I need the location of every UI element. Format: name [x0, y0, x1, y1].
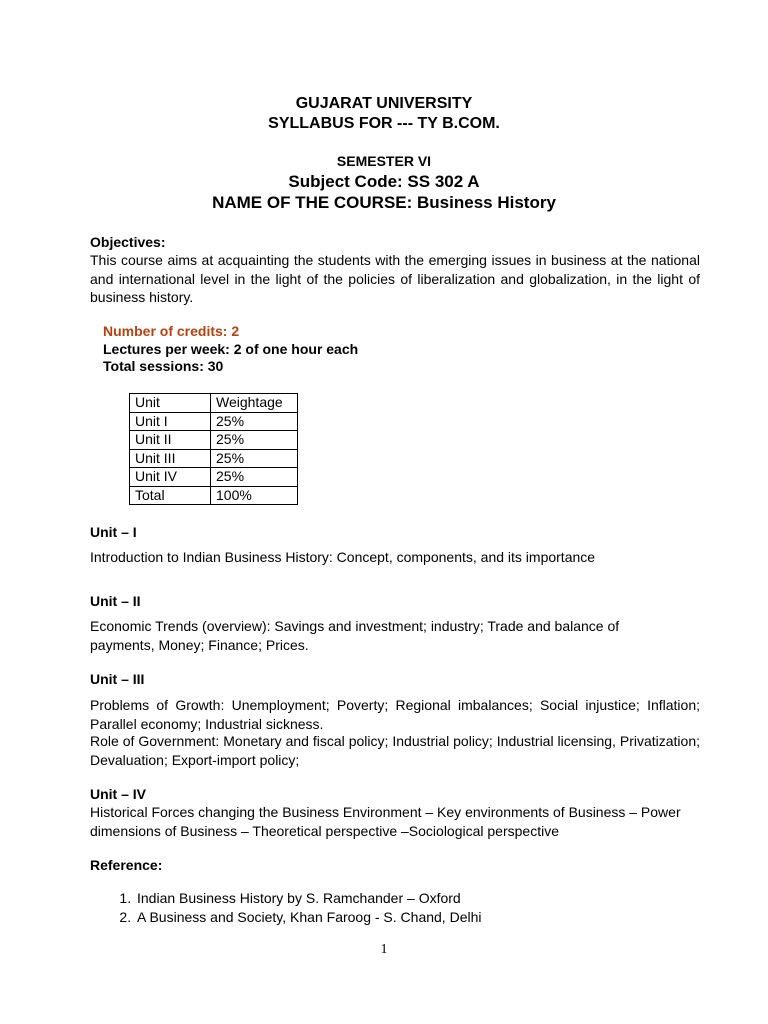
table-row	[130, 468, 298, 487]
table-row	[130, 486, 298, 505]
objectives-heading: Objectives:	[90, 234, 166, 250]
unit-3-text-1: Problems of Growth: Unemployment; Poverty; Regional imbalances; Social injustice; Inflation; Parallel economy; Industrial sickness.	[90, 697, 700, 732]
table-cell: Unit II	[130, 431, 211, 450]
semester-label: SEMESTER VI	[336, 153, 432, 169]
unit-1-heading: Unit – I	[90, 524, 137, 540]
page-number: 1	[380, 942, 388, 957]
unit-2-heading: Unit – II	[90, 593, 141, 609]
table-cell: Unit I	[130, 412, 211, 431]
credits-line: Number of credits: 2	[103, 323, 240, 339]
table-cell: 25%	[211, 431, 298, 450]
subject-code: Subject Code: SS 302 A	[288, 172, 480, 191]
table-cell: Unit IV	[130, 468, 211, 487]
table-cell: 100%	[211, 486, 298, 505]
university-title: GUJARAT UNIVERSITY	[295, 95, 473, 112]
lectures-line: Lectures per week: 2 of one hour each	[103, 341, 359, 357]
table-row	[130, 449, 298, 468]
objectives-text: This course aims at acquainting the students with the emerging issues in business at the national and international level in the light of the policies of liberalization and globalization, in the light of business history.	[90, 252, 700, 305]
table-header-row	[130, 394, 298, 413]
list-item: 2. A Business and Society, Khan Faroog - S. Chand, Delhi	[135, 908, 695, 927]
unit-3-heading: Unit – III	[90, 671, 145, 687]
table-cell: Unit III	[130, 449, 211, 468]
course-name: NAME OF THE COURSE: Business History	[212, 193, 556, 212]
table-row	[130, 412, 298, 431]
table-cell: Total	[130, 486, 211, 505]
table-header-cell: Weightage	[211, 394, 298, 413]
sessions-line: Total sessions: 30	[103, 358, 224, 374]
reference-list	[90, 889, 695, 926]
reference-heading: Reference:	[90, 857, 163, 873]
unit-4-heading: Unit – IV	[90, 786, 147, 802]
weightage-table	[129, 393, 298, 505]
list-item: 1. Indian Business History by S. Ramchander – Oxford	[135, 889, 695, 908]
table-header-cell: Unit	[130, 394, 211, 413]
table-row	[130, 431, 298, 450]
unit-4-text: Historical Forces changing the Business Environment – Key environments of Business – Power dimensions of Business – Theoretical perspective –Sociological perspective	[90, 804, 681, 839]
syllabus-title: SYLLABUS FOR --- TY B.COM.	[268, 115, 500, 132]
unit-3-text-2: Role of Government: Monetary and fiscal policy; Industrial policy; Industrial licensing, Privatization; Devaluation; Export-import policy;	[90, 733, 700, 768]
unit-1-text: Introduction to Indian Business History: Concept, components, and its importance	[90, 549, 596, 565]
table-cell: 25%	[211, 449, 298, 468]
table-cell: 25%	[211, 412, 298, 431]
table-cell: 25%	[211, 468, 298, 487]
unit-2-text: Economic Trends (overview): Savings and investment; industry; Trade and balance of payments, Money; Finance; Prices.	[90, 618, 620, 653]
